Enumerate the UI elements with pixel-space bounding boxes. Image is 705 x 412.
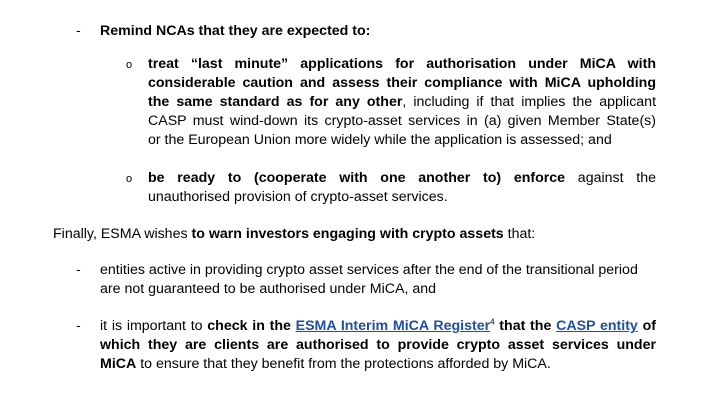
dash-bullet: - — [76, 23, 81, 39]
circle-bullet: o — [126, 173, 133, 185]
item1-line2 — [148, 74, 656, 93]
item1-line1-text: treat “last minute” applications for authorisation under MiCA with — [148, 56, 656, 72]
item1-line3-rest: , including if that implies the applicant — [402, 94, 657, 110]
item1-line3-bold: the same standard as for any other — [148, 94, 403, 110]
item1-line3 — [148, 93, 656, 112]
item1-line5-text: or the European Union more widely while the application is assessed; and — [148, 132, 612, 148]
warn-item2-line3-rest: to ensure that they benefit from the protections afforded by MiCA. — [136, 356, 551, 372]
warn-item2-line2 — [100, 336, 656, 355]
warn-item1-line1-text: entities active in providing crypto asset services after the end of the transitional period — [100, 262, 638, 278]
warn-item1-line1 — [100, 261, 638, 280]
finally-prefix: Finally, ESMA wishes — [53, 226, 192, 242]
warn-item2-bold-b: check in the — [207, 318, 296, 334]
warn-item2-line1 — [100, 317, 656, 336]
item2-line1 — [148, 169, 656, 188]
warn-item2-bold-d: of — [637, 318, 656, 334]
dash-bullet: - — [76, 262, 81, 278]
casp-entity-link[interactable]: CASP entity — [556, 318, 638, 334]
finally-suffix: that: — [503, 226, 536, 242]
item1-line4-text: CASP must wind-down its crypto-asset services in (a) given Member State(s) — [148, 113, 656, 129]
warn-item2-bold-c: that the — [494, 318, 557, 334]
warn-item2-line2-text: which they are clients are authorised to provide crypto asset services under — [100, 337, 656, 353]
esma-register-link[interactable]: ESMA Interim MiCA Register — [295, 318, 491, 334]
warn-item2-line3-bold: MiCA — [100, 356, 137, 372]
warn-item1-line2 — [100, 280, 436, 299]
warn-item2-line3 — [100, 355, 551, 374]
item2-line1-rest: against the — [565, 170, 656, 186]
item1-line2-text: considerable caution and assess their compliance with MiCA upholding — [148, 75, 656, 91]
item1-line5 — [148, 131, 612, 150]
dash-bullet: - — [76, 318, 81, 334]
finally-paragraph — [53, 225, 535, 244]
circle-bullet: o — [126, 59, 133, 71]
section-intro — [100, 22, 370, 41]
item1-line1 — [148, 55, 656, 74]
footnote-marker[interactable]: 4 — [490, 317, 495, 327]
item2-line1-bold: be ready to (cooperate with one another to) enforce — [148, 170, 566, 186]
item2-line2-text: unauthorised provision of crypto-asset services. — [148, 189, 448, 205]
finally-bold: to warn investors engaging with crypto assets — [191, 226, 504, 242]
item2-line2 — [148, 188, 448, 207]
warn-item1-line2-text: are not guaranteed to be authorised under MiCA, and — [100, 281, 436, 297]
item1-line4 — [148, 112, 656, 131]
section-intro-text: Remind NCAs that they are expected to: — [100, 23, 371, 39]
warn-item2-text-a: it is important to — [100, 318, 208, 334]
